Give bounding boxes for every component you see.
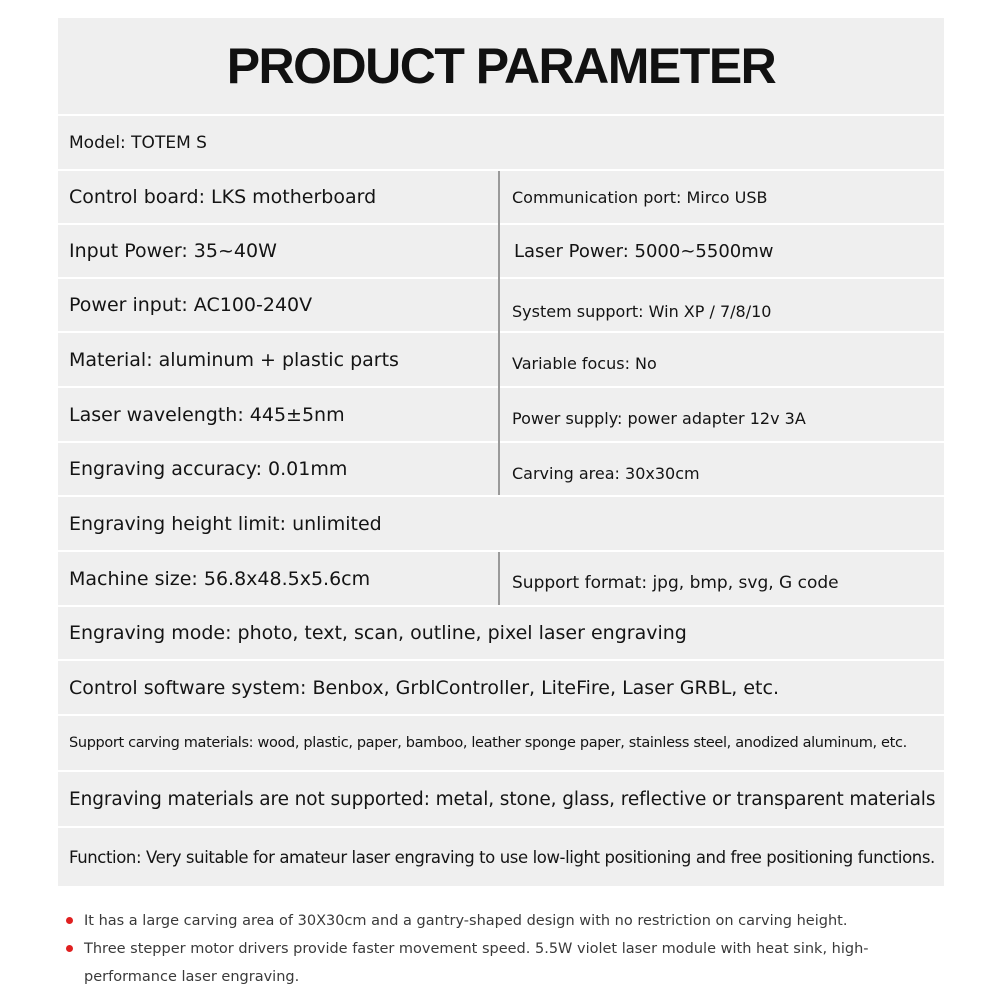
model-cell: Model: TOTEM S [69, 132, 207, 153]
carving-area-cell: Carving area: 30x30cm [512, 463, 700, 483]
engraving-mode-cell: Engraving mode: photo, text, scan, outline, pixel laser engraving [69, 622, 687, 644]
note-item [64, 935, 944, 991]
parameter-table [58, 18, 944, 886]
bullet-dot-icon [66, 945, 73, 952]
note-item [64, 907, 964, 935]
note-text: It has a large carving area of 30X30cm and a gantry-shaped design with no restriction on carving height. [84, 913, 848, 929]
system-support-cell: System support: Win XP / 7/8/10 [512, 301, 772, 321]
control-software-cell: Control software system: Benbox, GrblController, LiteFire, Laser GRBL, etc. [69, 676, 779, 699]
note-text: Three stepper motor drivers provide faster movement speed. 5.5W violet laser module with heat sink, high-performance laser engraving. [84, 941, 869, 985]
power-supply-cell: Power supply: power adapter 12v 3A [512, 409, 806, 428]
not-supported-cell: Engraving materials are not supported: metal, stone, glass, reflective or transparent materials [69, 788, 936, 810]
height-limit-cell: Engraving height limit: unlimited [69, 512, 382, 535]
communication-port-cell: Communication port: Mirco USB [512, 187, 768, 207]
control-board-cell: Control board: LKS motherboard [69, 186, 377, 208]
bullet-dot-icon [66, 917, 73, 924]
machine-size-cell: Machine size: 56.8x48.5x5.6cm [69, 567, 371, 590]
function-cell: Function: Very suitable for amateur laser engraving to use low-light positioning and free positioning functions. [69, 847, 935, 867]
power-input-cell: Power input: AC100-240V [69, 294, 313, 316]
laser-power-cell: Laser Power: 5000~5500mw [514, 240, 774, 262]
support-format-cell: Support format: jpg, bmp, svg, G code [512, 572, 839, 593]
support-materials-cell: Support carving materials: wood, plastic, paper, bamboo, leather sponge paper, stainless steel, anodized aluminum, etc. [69, 735, 907, 751]
variable-focus-cell: Variable focus: No [512, 354, 657, 373]
engraving-accuracy-cell: Engraving accuracy: 0.01mm [69, 458, 348, 480]
feature-notes [64, 907, 964, 991]
material-cell: Material: aluminum + plastic parts [69, 348, 399, 371]
column-divider [498, 171, 500, 495]
input-power-cell: Input Power: 35~40W [69, 240, 277, 262]
page-title: PRODUCT PARAMETER [226, 38, 776, 94]
column-divider [498, 552, 500, 605]
laser-wavelength-cell: Laser wavelength: 445±5nm [69, 403, 345, 426]
